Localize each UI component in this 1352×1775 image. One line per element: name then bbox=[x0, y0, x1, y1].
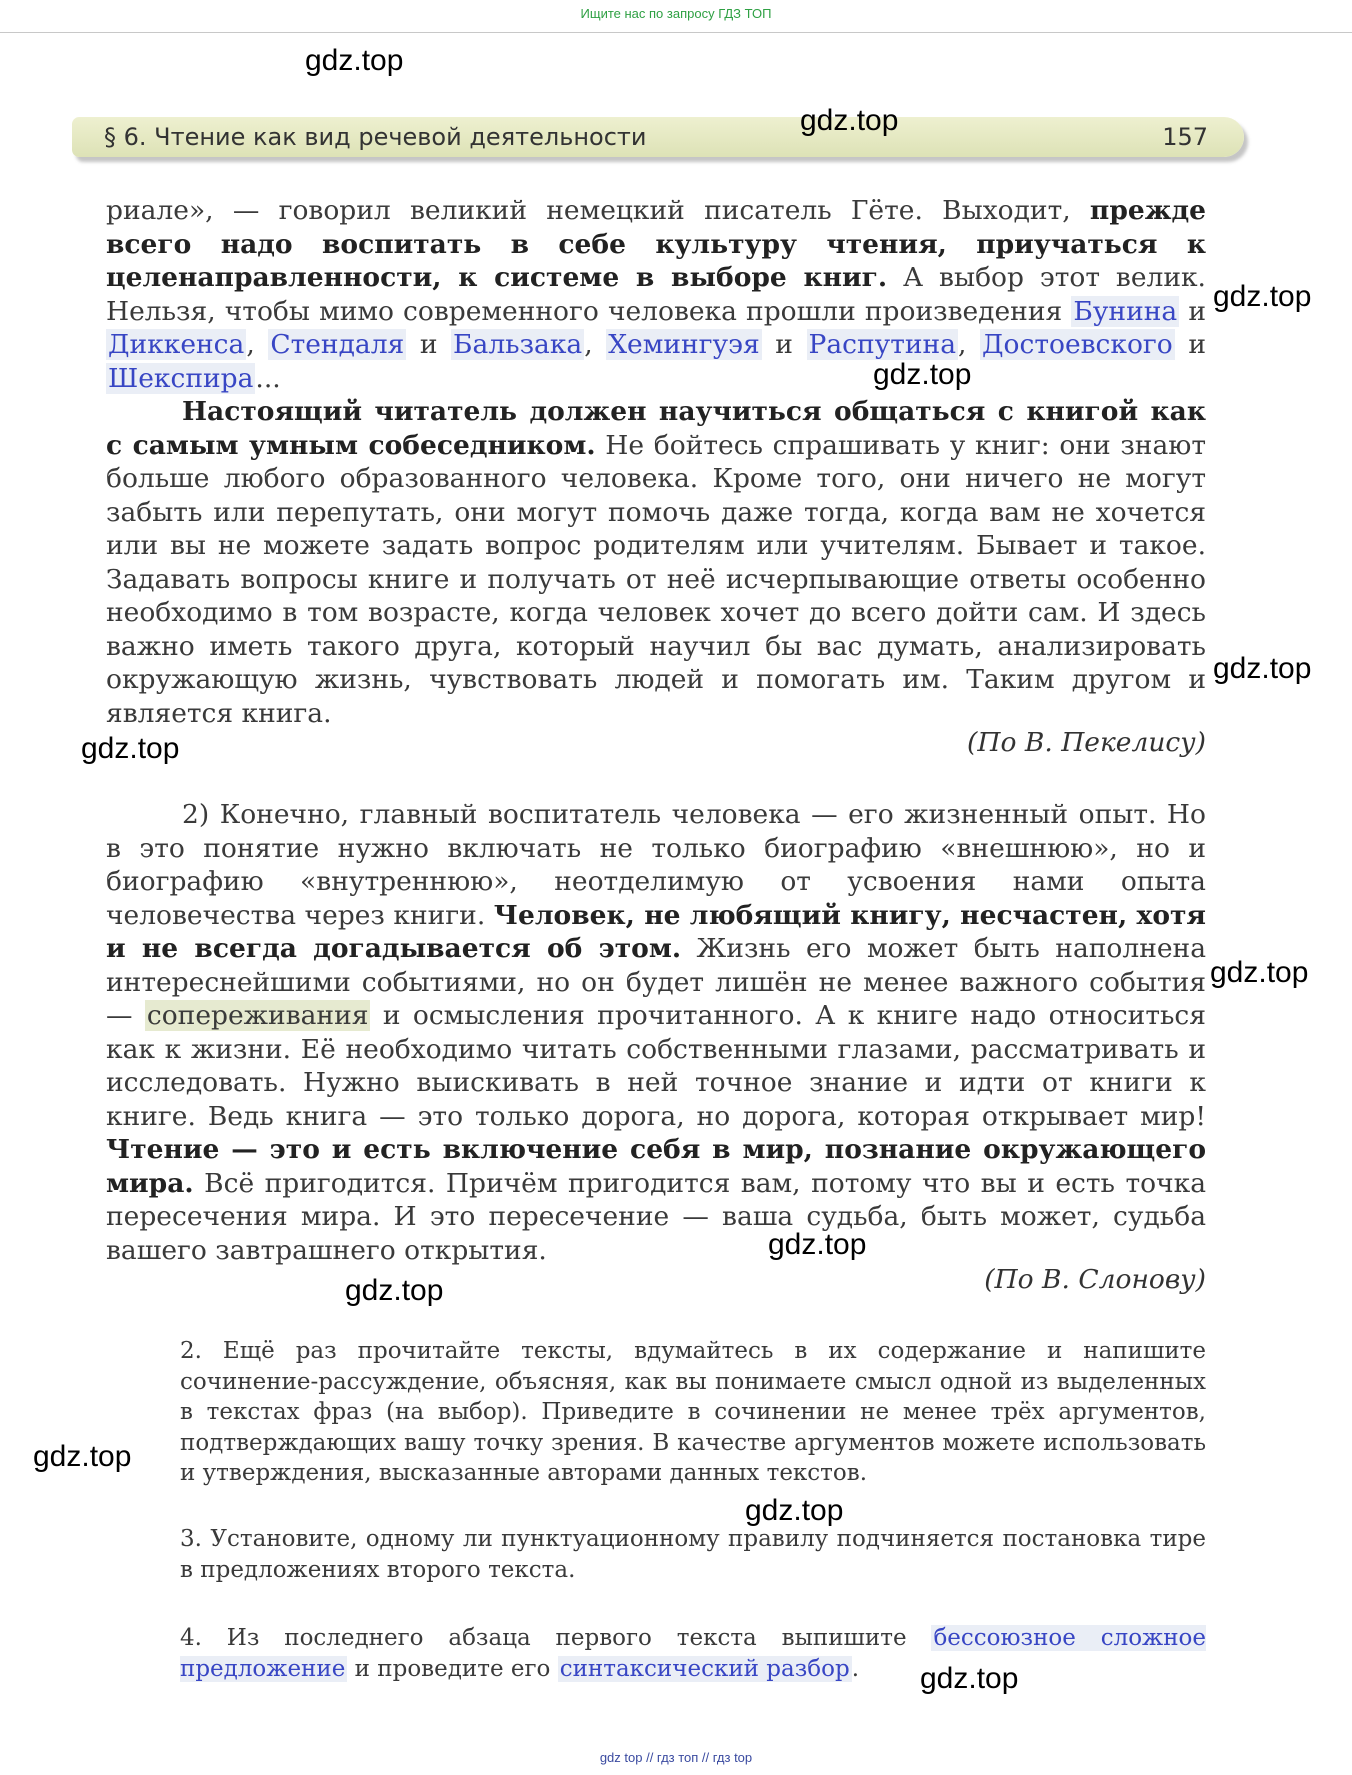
link-bessoyuznoe[interactable]: бессоюзное сложное предложение bbox=[180, 1625, 1206, 1682]
bold-phrase-4: Чтение — это и есть включение себя в мир, познание окружающего мира. bbox=[106, 1134, 1206, 1199]
watermark: gdz.top bbox=[33, 1440, 132, 1473]
watermark: gdz.top bbox=[920, 1662, 1019, 1695]
bold-phrase-1: прежде всего надо воспитать в себе культуру чтения, приучаться к целенаправленности, к системе в выборе книг. bbox=[106, 195, 1206, 293]
task-3: 3. Установите, одному ли пунктуационному правилу подчиняется постановка тире в предложениях второго текста. bbox=[180, 1526, 1206, 1583]
watermark: gdz.top bbox=[1210, 956, 1309, 989]
watermark: gdz.top bbox=[768, 1228, 867, 1261]
watermark: gdz.top bbox=[800, 104, 899, 137]
bold-phrase-3: Человек, не любящий книгу, несчастен, хотя и не всегда догадывается об этом. bbox=[106, 899, 1206, 964]
link-balzac[interactable]: Бальзака bbox=[453, 329, 583, 360]
watermark: gdz.top bbox=[1213, 652, 1312, 685]
link-dickens[interactable]: Диккенса bbox=[108, 329, 245, 360]
watermark: gdz.top bbox=[745, 1494, 844, 1527]
footer-links[interactable]: gdz top // гдз топ // гдз top bbox=[599, 1750, 753, 1765]
watermark: gdz.top bbox=[345, 1274, 444, 1307]
page-number: 157 bbox=[1162, 123, 1208, 151]
task-4: 4. Из последнего абзаца первого текста выпишите бессоюзное сложное предложение и проведите его синтаксический разбор. bbox=[180, 1625, 1206, 1682]
section-title: § 6. Чтение как вид речевой деятельности bbox=[104, 123, 647, 151]
link-stendhal[interactable]: Стендаля bbox=[270, 329, 405, 360]
link-dostoevsky[interactable]: Достоевского bbox=[982, 329, 1173, 360]
link-shakespeare[interactable]: Шекспира bbox=[108, 362, 254, 394]
text-1: риале», — говорил великий немецкий писатель Гёте. Выходит, прежде всего надо воспитать в себе культуру чтения, приучаться к целенаправленности, к системе в выборе книг. А выбор этот велик. Нельзя, чтобы мимо современного человека прошли произведения Бунина и Диккенса, Стендаля и Бальзака, Хемингуэя и Распутина, Достоевского и Шекспира... Настоящий читатель должен научиться общаться с книгой как с самым умным собеседником. Не бойтесь спрашивать у книг: они знают больше любого образованного человека. Кроме того, они ничего не могут забыть или перепутать, они могут помочь даже тогда, когда вам не хочется или вы не можете задать вопрос родителям или учителям. Бывает и такое. Задавать вопросы книге и получать от неё исчерпывающие ответы особенно необходимо в том возрасте, когда человек хочет до всего дойти сам. И здесь важно иметь такого друга, который научил бы вас думать, анализировать окружающую жизнь, чувствовать людей и помогать им. Таким другом и является книга. bbox=[106, 195, 1206, 729]
link-rasputin[interactable]: Распутина bbox=[808, 329, 957, 360]
bold-phrase-2: Настоящий читатель должен научиться общаться с книгой как с самым умным собеседником. bbox=[106, 396, 1206, 461]
watermark: gdz.top bbox=[305, 44, 404, 77]
author-slonov: (По В. Слонову) bbox=[984, 1264, 1206, 1295]
link-hemingway[interactable]: Хемингуэя bbox=[608, 329, 760, 360]
link-sintaksicheskiy-razbor[interactable]: синтаксический разбор bbox=[559, 1655, 850, 1682]
paragraph-text: Не бойтесь спрашивать у книг: они знают больше любого образованного человека. Кроме того, они ничего не могут забыть или перепутать, они могут помочь даже тогда, когда вам не хочется или вы не можете задать вопрос родителям или учителям. Бывает и такое. Задавать вопросы книге и получать от неё исчерпывающие ответы особенно необходимо в том возрасте, когда человек хочет до всего дойти сам. И здесь важно иметь такого друга, который научил бы вас думать, анализировать окружающую жизнь, чувствовать людей и помогать им. Таким другом и является книга. bbox=[106, 429, 1206, 729]
text-1-intro: риале», — говорил великий немецкий писатель Гёте. Выходит, bbox=[106, 195, 1090, 226]
highlight-soperezhivaniya[interactable]: сопереживания bbox=[146, 1000, 369, 1031]
top-banner bbox=[0, 0, 1352, 33]
top-banner-text: Ищите нас по запросу ГДЗ ТОП bbox=[580, 6, 772, 21]
author-pekelis: (По В. Пекелису) bbox=[967, 727, 1206, 758]
watermark: gdz.top bbox=[1213, 280, 1312, 313]
page-header bbox=[72, 117, 1244, 157]
text-2: 2) Конечно, главный воспитатель человека — его жизненный опыт. Но в это понятие нужно включать не только биографию «внешнюю», но и биографию «внутреннюю», неотделимую от усвоения нами опыта человечества через книги. Человек, не любящий книгу, несчастен, хотя и не всегда догадывается об этом. Жизнь его может быть наполнена интереснейшими событиями, но он будет лишён не менее важного события — сопереживания и осмысления прочитанного. А к книге надо относиться как к жизни. Её необходимо читать собственными глазами, рассматривать и исследовать. Нужно выискивать в ней точное знание и идти от книги к книге. Ведь книга — это только дорога, но дорога, которая открывает мир! Чтение — это и есть включение себя в мир, познание окружающего мира. Всё пригодится. Причём пригодится вам, потому что вы и есть точка пересечения мира. И это пересечение — ваша судьба, быть может, судьба вашего завтрашнего открытия. bbox=[106, 799, 1207, 1266]
task-2: 2. Ещё раз прочитайте тексты, вдумайтесь в их содержание и напишите сочинение-рассуждение, объясняя, как вы понимаете смысл одной из выделенных в текстах фраз (на выбор). Приведите в сочинении не менее трёх аргументов, подтверждающих вашу точку зрения. В качестве аргументов можете использовать и утверждения, высказанные авторами данных текстов. bbox=[180, 1338, 1206, 1486]
watermark: gdz.top bbox=[873, 358, 972, 391]
watermark: gdz.top bbox=[81, 732, 180, 765]
link-bunin[interactable]: Бунина bbox=[1073, 295, 1178, 327]
